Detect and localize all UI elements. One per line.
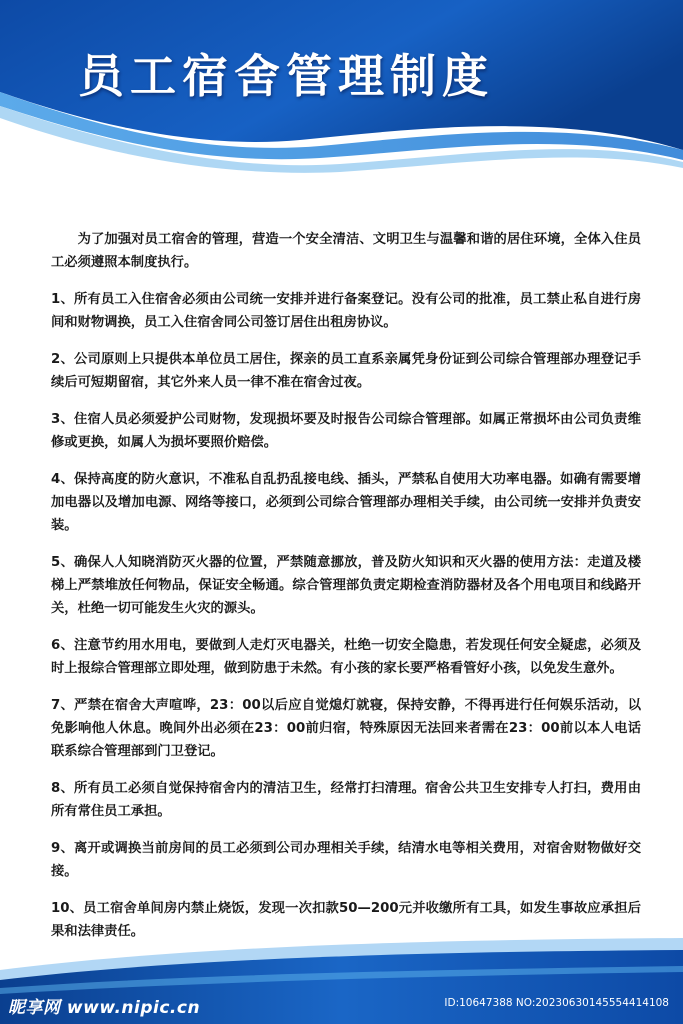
rule-item: 5、确保人人知晓消防灭火器的位置，严禁随意挪放，普及防火知识和灭火器的使用方法：走道及楼梯上严禁堆放任何物品，保证安全畅通。综合管理部负责定期检查消防器材及各个用电项目和线路开关，杜绝一切可能发生火灾的源头。 [51,555,641,616]
rule-item: 1、所有员工入住宿舍必须由公司统一安排并进行备案登记。没有公司的批准，员工禁止私自进行房间和财物调换，员工入住宿舍同公司签订居住出租房协议。 [51,292,641,330]
rule-item: 8、所有员工必须自觉保持宿舍内的清洁卫生，经常打扫清理。宿舍公共卫生安排专人打扫，费用由所有常住员工承担。 [51,781,641,819]
image-id-label: ID:10647388 NO:20230630145554414108 [444,997,669,1009]
rule-item: 9、离开或调换当前房间的员工必须到公司办理相关手续，结清水电等相关费用，对宿舍财物做好交接。 [51,841,641,879]
intro-paragraph: 为了加强对员工宿舍的管理，营造一个安全清洁、文明卫生与温馨和谐的居住环境，全体入住员工必须遵照本制度执行。 [51,232,641,270]
rule-item: 10、员工宿舍单间房内禁止烧饭，发现一次扣款50—200元并收缴所有工具，如发生事故应承担后果和法律责任。 [51,901,641,939]
header-banner [0,0,683,175]
page-title: 员工宿舍管理制度 [78,49,494,103]
rule-item: 7、严禁在宿舍大声喧哗，23：00以后应自觉熄灯就寝，保持安静，不得再进行任何娱乐活动，以免影响他人休息。晚间外出必须在23：00前归宿，特殊原因无法回来者需在23：00前以本人电话联系综合管理部到门卫登记。 [51,698,641,759]
rules-body [51,228,641,957]
rule-item: 4、保持高度的防火意识，不准私自乱扔乱接电线、插头，严禁私自使用大功率电器。如确有需要增加电器以及增加电源、网络等接口，必须到公司综合管理部办理相关手续，由公司统一安排并负责安装。 [51,472,641,533]
rule-item: 6、注意节约用水用电，要做到人走灯灭电器关，杜绝一切安全隐患，若发现任何安全疑虑，必须及时上报综合管理部立即处理，做到防患于未然。有小孩的家长要严格看管好小孩，以免发生意外。 [51,638,641,676]
footer-banner [0,930,683,1024]
rule-item: 3、住宿人员必须爱护公司财物，发现损坏要及时报告公司综合管理部。如属正常损坏由公司负责维修或更换，如属人为损坏要照价赔偿。 [51,412,641,450]
watermark-logo: 昵享网 www.nipic.cn [8,998,201,1018]
rule-item: 2、公司原则上只提供本单位员工居住，探亲的员工直系亲属凭身份证到公司综合管理部办理登记手续后可短期留宿，其它外来人员一律不准在宿舍过夜。 [51,352,641,390]
